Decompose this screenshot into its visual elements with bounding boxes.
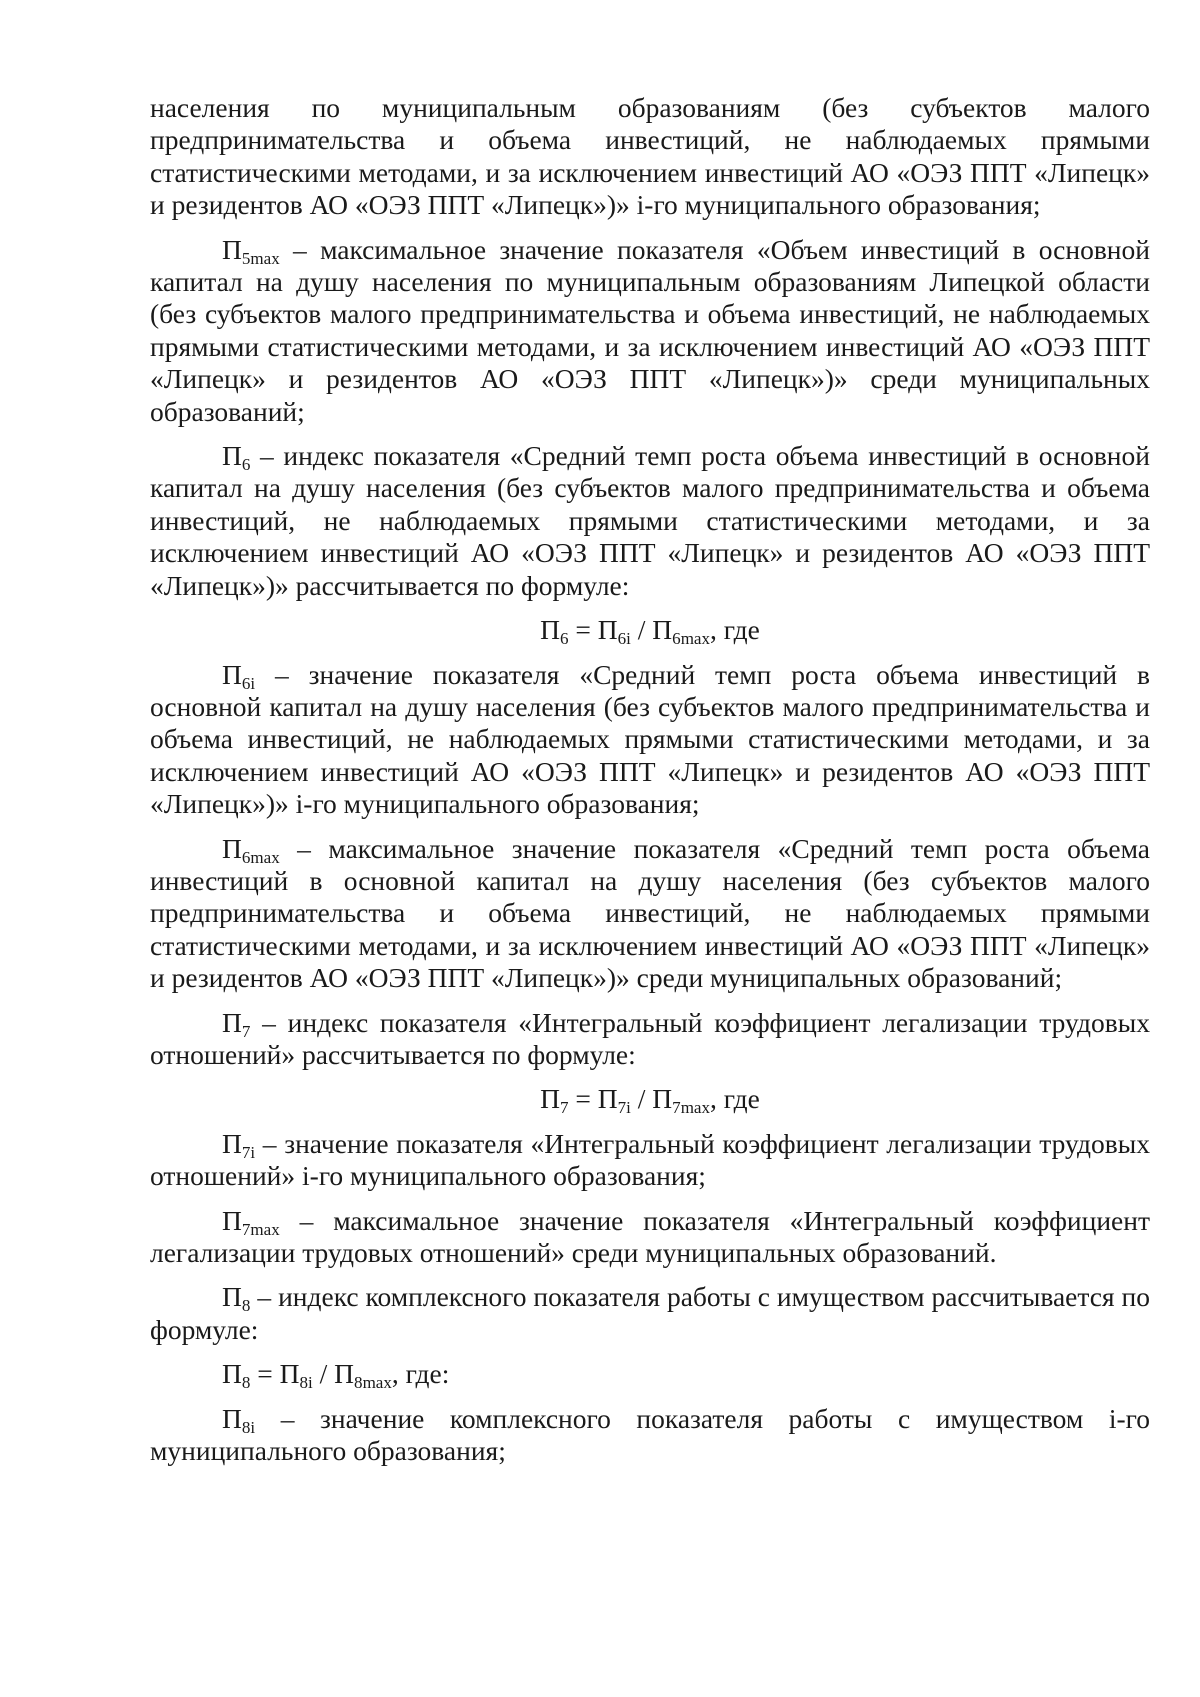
formula-subscript: 7max [672,1098,711,1118]
formula-tail: , где [710,614,760,646]
symbol: П [222,1127,242,1159]
document-page [150,92,1150,1479]
paragraph-p6-index [150,440,1150,602]
paragraph-p6i-definition [150,659,1150,821]
symbol: П [222,440,242,472]
paragraph-text: – максимальное значение показателя «Средний темп роста объема инвестиций в основной капитал на душу населения (без субъектов малого предпринимательства и объема инвестиций, не наблюдаемых прямыми статистическими методами, и за исключением инвестиций АО «ОЭЗ ППТ «Липецк» и резидентов АО «ОЭЗ ППТ «Липецк»)» среди муниципальных образований; [150,832,1150,994]
paragraph-text: – максимальное значение показателя «Объем инвестиций в основной капитал на душу населения по муниципальным образованиям Липецкой области (без субъектов малого предпринимательства и объема инвестиций, не наблюдаемых прямыми статистическими методами, и за исключением инвестиций АО «ОЭЗ ППТ «Липецк» и резидентов АО «ОЭЗ ППТ «Липецк»)» среди муниципальных образований; [150,233,1150,427]
formula-subscript: 6i [617,628,631,648]
paragraph-p8i-definition [150,1403,1150,1468]
formula-symbol: П [652,614,673,646]
symbol-subscript: 8 [241,1296,251,1316]
formula-subscript: 8 [241,1372,251,1392]
symbol: П [222,1402,242,1434]
paragraph-continuation [150,92,1150,222]
paragraph-p7-index [150,1007,1150,1072]
formula-tail: , где [710,1083,760,1115]
symbol-subscript: 8i [241,1417,256,1437]
paragraph-p8-index [150,1281,1150,1346]
formula-divide: / [630,1083,653,1115]
formula-subscript: 8max [354,1372,392,1392]
formula-p8 [150,1358,1150,1390]
symbol-subscript: 6i [241,673,256,693]
formula-equals: = [568,1083,598,1115]
paragraph-p5max-definition [150,234,1150,428]
formula-equals: = [250,1358,280,1390]
formula-symbol: П [540,1083,560,1115]
symbol: П [222,658,242,690]
paragraph-p6max-definition [150,833,1150,995]
formula-subscript: 8i [299,1372,313,1392]
formula-subscript: 7i [617,1098,631,1118]
symbol-subscript: 7 [241,1021,251,1041]
paragraph-text: – значение комплексного показателя работы с имуществом i-го муниципального образования; [150,1402,1150,1467]
paragraph-p7i-definition [150,1128,1150,1193]
paragraph-text: населения по муниципальным образованиям (без субъектов малого предпринимательства и объема инвестиций, не наблюдаемых прямыми статистическими методами, и за исключением инвестиций АО «ОЭЗ ППТ «Липецк» и резидентов АО «ОЭЗ ППТ «Липецк»)» i-го муниципального образования; [150,92,1150,221]
symbol-subscript: 6 [241,454,251,474]
symbol: П [222,832,242,864]
formula-tail: , где: [391,1358,450,1390]
formula-subscript: 6 [560,628,569,648]
formula-symbol: П [540,614,560,646]
paragraph-text: – индекс комплексного показателя работы с имуществом рассчитывается по формуле: [150,1281,1150,1345]
formula-symbol: П [334,1358,355,1390]
formula-equals: = [568,614,598,646]
formula-p6 [150,614,1150,646]
formula-symbol: П [652,1083,673,1115]
symbol-subscript: 7i [241,1142,256,1162]
symbol-subscript: 6max [241,847,280,867]
paragraph-text: – индекс показателя «Средний темп роста объема инвестиций в основной капитал на душу населения (без субъектов малого предпринимательства и объема инвестиций, не наблюдаемых прямыми статистическими методами, и за исключением инвестиций АО «ОЭЗ ППТ «Липецк» и резидентов АО «ОЭЗ ППТ «Липецк»)» рассчитывается по формуле: [150,440,1150,601]
symbol: П [222,1281,242,1313]
symbol: П [222,1204,242,1236]
paragraph-text: – максимальное значение показателя «Интегральный коэффициент легализации трудовых отношений» среди муниципальных образований. [150,1204,1150,1268]
paragraph-p7max-definition [150,1205,1150,1270]
formula-symbol: П [279,1358,300,1390]
symbol: П [222,1006,242,1038]
formula-symbol: П [597,614,618,646]
paragraph-text: – значение показателя «Средний темп роста объема инвестиций в основной капитал на душу населения (без субъектов малого предпринимательства и объема инвестиций, не наблюдаемых прямыми статистическими методами, и за исключением инвестиций АО «ОЭЗ ППТ «Липецк» и резидентов АО «ОЭЗ ППТ «Липецк»)» i-го муниципального образования; [150,658,1150,820]
formula-subscript: 6max [672,628,711,648]
symbol-subscript: 5max [241,248,280,268]
formula-divide: / [630,614,653,646]
formula-symbol: П [597,1083,618,1115]
formula-divide: / [312,1358,335,1390]
formula-p7 [150,1083,1150,1118]
paragraph-text: – индекс показателя «Интегральный коэффициент легализации трудовых отношений» рассчитывается по формуле: [150,1006,1150,1070]
symbol-subscript: 7max [241,1219,280,1239]
formula-symbol: П [222,1358,242,1390]
paragraph-text: – значение показателя «Интегральный коэффициент легализации трудовых отношений» i-го муниципального образования; [150,1127,1150,1192]
symbol: П [222,233,242,265]
formula-subscript: 7 [560,1098,569,1118]
